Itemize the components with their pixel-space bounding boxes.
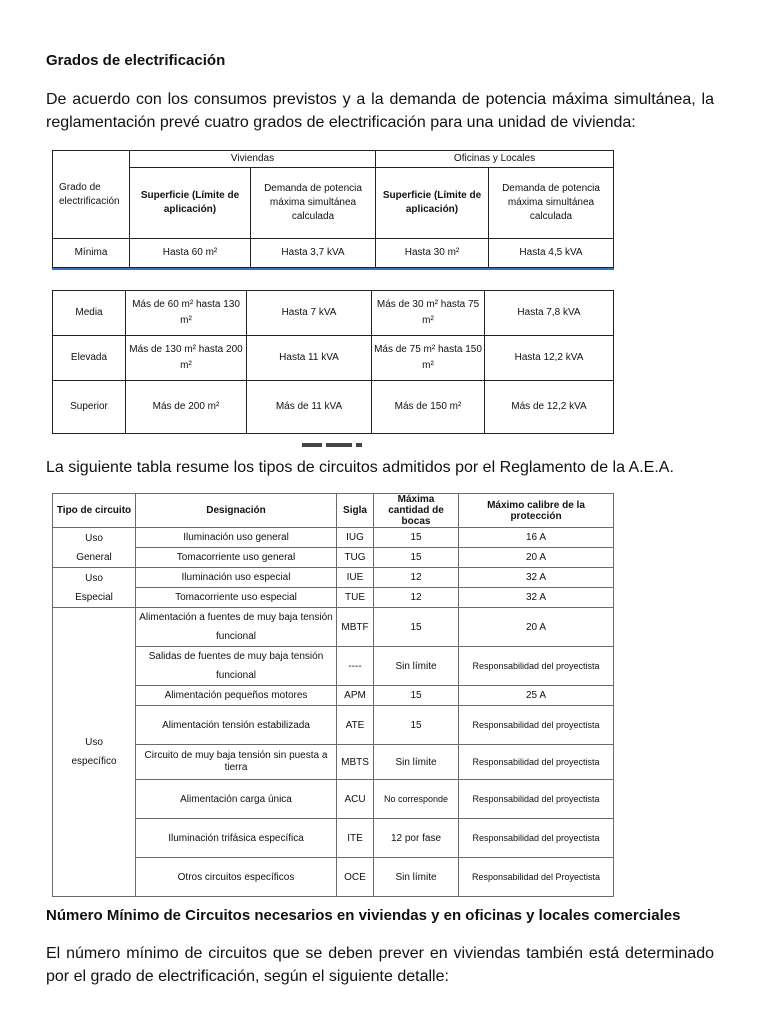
header-superficie-viviendas: Superficie (Límite de aplicación) xyxy=(130,168,251,239)
cell-demanda-oficinas: Hasta 4,5 kVA xyxy=(489,239,614,268)
table-row xyxy=(53,568,614,588)
group-uso-especial xyxy=(53,568,136,608)
cell-superficie-oficinas: Más de 150 m² xyxy=(372,381,485,434)
header-grado: Grado de electrificación xyxy=(53,151,130,239)
cell-sigla: ---- xyxy=(337,647,374,686)
cell-calibre: 20 A xyxy=(459,548,614,568)
cell-designacion: Otros circuitos específicos xyxy=(136,858,337,897)
cell-calibre: Responsabilidad del proyectista xyxy=(459,745,614,780)
cell-sigla: APM xyxy=(337,686,374,706)
cell-bocas: Sin límite xyxy=(374,745,459,780)
header-oficinas: Oficinas y Locales xyxy=(376,151,614,168)
cell-designacion: Alimentación tensión estabilizada xyxy=(136,706,337,745)
table-row xyxy=(53,528,614,548)
cell-superficie-oficinas: Hasta 30 m² xyxy=(376,239,489,268)
cell-sigla: ATE xyxy=(337,706,374,745)
cell-superficie-viviendas: Hasta 60 m² xyxy=(130,239,251,268)
cropped-caption-remnant xyxy=(302,434,372,440)
table-row xyxy=(53,819,614,858)
table-row xyxy=(53,239,614,268)
cell-sigla: IUE xyxy=(337,568,374,588)
group-label-line: Especial xyxy=(75,591,113,603)
cell-sigla: MBTF xyxy=(337,608,374,647)
header-designacion: Designación xyxy=(136,494,337,528)
cell-superficie-oficinas: Más de 75 m² hasta 150 m² xyxy=(372,336,485,381)
section-heading-numero-minimo: Número Mínimo de Circuitos necesarios en viviendas y en oficinas y locales comerciales xyxy=(46,907,681,924)
cell-sigla: OCE xyxy=(337,858,374,897)
cell-bocas: 15 xyxy=(374,686,459,706)
cell-demanda-oficinas: Hasta 12,2 kVA xyxy=(485,336,614,381)
cell-calibre: 32 A xyxy=(459,588,614,608)
paragraph-intro: De acuerdo con los consumos previstos y a la demanda de potencia máxima simultánea, la reglamentación prevé cuatro grados de electrificación para una unidad de vivienda: xyxy=(46,91,714,131)
cell-bocas: 15 xyxy=(374,548,459,568)
cell-grado: Elevada xyxy=(53,336,126,381)
header-maximo-calibre: Máximo calibre de la protección xyxy=(459,494,614,528)
cell-grado: Mínima xyxy=(53,239,130,268)
table-row xyxy=(53,858,614,897)
cell-sigla: ITE xyxy=(337,819,374,858)
cell-demanda-oficinas: Hasta 7,8 kVA xyxy=(485,291,614,336)
cell-designacion: Circuito de muy baja tensión sin puesta a tierra xyxy=(136,745,337,780)
cell-designacion: Alimentación carga única xyxy=(136,780,337,819)
cell-demanda-viviendas: Más de 11 kVA xyxy=(247,381,372,434)
cell-calibre: 16 A xyxy=(459,528,614,548)
cell-calibre: Responsabilidad del proyectista xyxy=(459,780,614,819)
cell-bocas: Sin límite xyxy=(374,858,459,897)
cell-bocas: 15 xyxy=(374,528,459,548)
group-label-line: Uso xyxy=(85,737,103,748)
cell-sigla: TUG xyxy=(337,548,374,568)
section-heading-grados: Grados de electrificación xyxy=(46,52,226,69)
header-superficie-oficinas: Superficie (Límite de aplicación) xyxy=(376,168,489,239)
group-label-line: Uso xyxy=(85,532,103,544)
cell-demanda-oficinas: Más de 12,2 kVA xyxy=(485,381,614,434)
table-row xyxy=(53,381,614,434)
group-label-line: Uso xyxy=(85,572,103,584)
table-row xyxy=(53,780,614,819)
cell-calibre: 25 A xyxy=(459,686,614,706)
cell-designacion: Tomacorriente uso general xyxy=(136,548,337,568)
cell-superficie-viviendas: Más de 60 m² hasta 130 m² xyxy=(126,291,247,336)
table-row xyxy=(53,686,614,706)
cell-bocas: 12 por fase xyxy=(374,819,459,858)
table-row xyxy=(53,647,614,686)
cell-calibre: Responsabilidad del proyectista xyxy=(459,819,614,858)
paragraph-numero-minimo: El número mínimo de circuitos que se deben prever en viviendas también está determinado por el grado de electrificación, según el siguiente detalle: xyxy=(46,945,714,985)
cell-designacion: Iluminación uso general xyxy=(136,528,337,548)
table-row xyxy=(53,608,614,647)
group-uso-general xyxy=(53,528,136,568)
cell-bocas: Sin límite xyxy=(374,647,459,686)
cell-calibre: Responsabilidad del Proyectista xyxy=(459,858,614,897)
cell-bocas: 15 xyxy=(374,608,459,647)
cell-superficie-oficinas: Más de 30 m² hasta 75 m² xyxy=(372,291,485,336)
group-label-line: General xyxy=(76,551,112,563)
header-sigla: Sigla xyxy=(337,494,374,528)
table-row xyxy=(53,588,614,608)
cell-calibre: 20 A xyxy=(459,608,614,647)
table-electrification-continued xyxy=(52,290,614,434)
cell-designacion: Salidas de fuentes de muy baja tensión funcional xyxy=(136,647,337,686)
cell-designacion: Iluminación uso especial xyxy=(136,568,337,588)
cell-demanda-viviendas: Hasta 7 kVA xyxy=(247,291,372,336)
cell-bocas: No corresponde xyxy=(374,780,459,819)
table-divider-line xyxy=(52,268,614,270)
cell-designacion: Alimentación a fuentes de muy baja tensión funcional xyxy=(136,608,337,647)
cell-grado: Media xyxy=(53,291,126,336)
cell-bocas: 15 xyxy=(374,706,459,745)
cell-sigla: TUE xyxy=(337,588,374,608)
cell-designacion: Iluminación trifásica específica xyxy=(136,819,337,858)
header-demanda-oficinas: Demanda de potencia máxima simultánea calculada xyxy=(489,168,614,239)
cell-superficie-viviendas: Más de 200 m² xyxy=(126,381,247,434)
cell-demanda-viviendas: Hasta 3,7 kVA xyxy=(251,239,376,268)
table-circuit-types xyxy=(52,493,614,897)
table-row xyxy=(53,548,614,568)
table-electrification-header xyxy=(52,150,614,268)
cell-demanda-viviendas: Hasta 11 kVA xyxy=(247,336,372,381)
table-row xyxy=(53,336,614,381)
cell-bocas: 12 xyxy=(374,568,459,588)
header-demanda-viviendas: Demanda de potencia máxima simultánea calculada xyxy=(251,168,376,239)
header-tipo-circuito: Tipo de circuito xyxy=(53,494,136,528)
cell-calibre: Responsabilidad del proyectista xyxy=(459,706,614,745)
cell-calibre: 32 A xyxy=(459,568,614,588)
cell-superficie-viviendas: Más de 130 m² hasta 200 m² xyxy=(126,336,247,381)
cell-sigla: IUG xyxy=(337,528,374,548)
cell-sigla: ACU xyxy=(337,780,374,819)
table-row xyxy=(53,706,614,745)
cell-designacion: Tomacorriente uso especial xyxy=(136,588,337,608)
table-row xyxy=(53,745,614,780)
group-uso-especifico xyxy=(53,608,136,897)
cell-grado: Superior xyxy=(53,381,126,434)
cell-sigla: MBTS xyxy=(337,745,374,780)
header-viviendas: Viviendas xyxy=(130,151,376,168)
table-row xyxy=(53,291,614,336)
cell-designacion: Alimentación pequeños motores xyxy=(136,686,337,706)
header-maxima-bocas: Máxima cantidad de bocas xyxy=(374,494,459,528)
cell-bocas: 12 xyxy=(374,588,459,608)
cell-calibre: Responsabilidad del proyectista xyxy=(459,647,614,686)
group-label-line: específico xyxy=(71,756,117,767)
paragraph-circuit-summary: La siguiente tabla resume los tipos de circuitos admitidos por el Reglamento de la A.E.A. xyxy=(46,459,674,476)
